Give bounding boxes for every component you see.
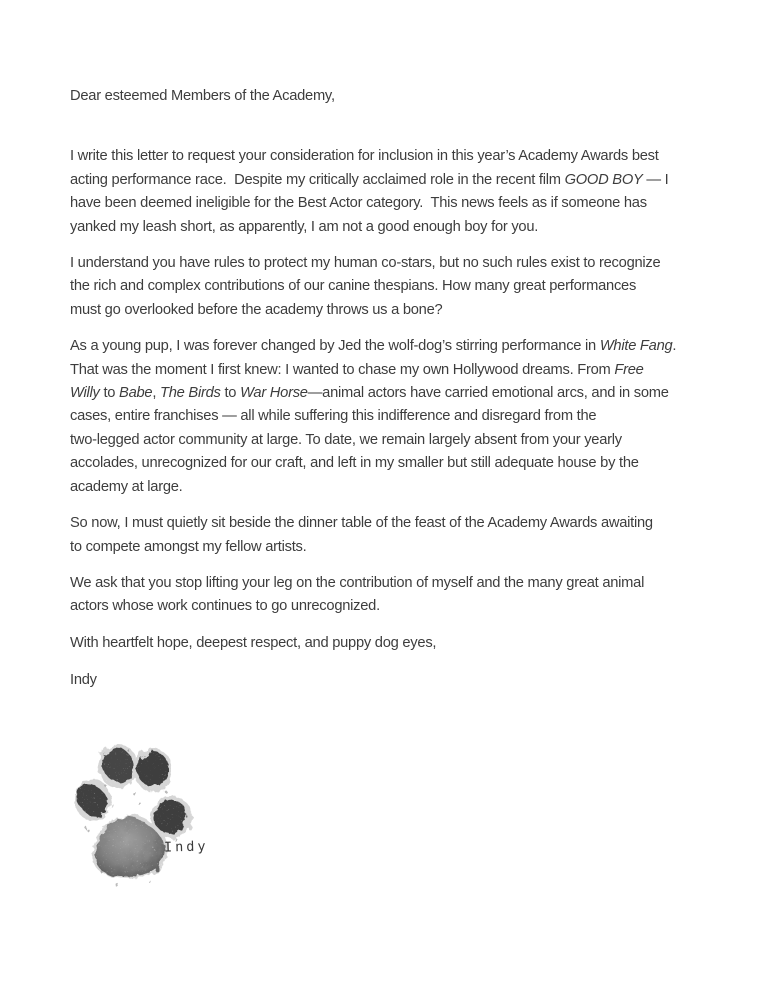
text-line: must go overlooked before the academy throws us a bone? [70, 301, 443, 318]
paragraph [70, 145, 730, 239]
text-line: acting performance race. Despite my critically acclaimed role in the recent film GOOD BOY — I [70, 171, 669, 188]
letter-paragraphs [70, 145, 730, 618]
paw-print-stamp [71, 739, 221, 894]
paw-print-handwritten-name: Indy [163, 837, 209, 856]
text-line: As a young pup, I was forever changed by Jed the wolf-dog’s stirring performance in White Fang. [70, 338, 677, 355]
text-line: cases, entire franchises — all while suffering this indifference and disregard from the [70, 408, 597, 425]
paragraph [70, 252, 730, 322]
text-line: Willy to Babe, The Birds to War Horse—animal actors have carried emotional arcs, and in some [70, 385, 669, 402]
text-line: the rich and complex contributions of our canine thespians. How many great performances [70, 278, 637, 295]
paragraph [70, 572, 730, 619]
signature-name: Indy [70, 672, 97, 689]
text-line: academy at large. [70, 478, 183, 495]
text-line: have been deemed ineligible for the Best Actor category. This news feels as if someone has [70, 195, 647, 212]
text-line: We ask that you stop lifting your leg on the contribution of myself and the many great animal [70, 574, 645, 591]
salutation: Dear esteemed Members of the Academy, [70, 88, 335, 104]
text-line: two-legged actor community at large. To date, we remain largely absent from your yearly [70, 431, 622, 448]
text-line: accolades, unrecognized for our craft, and left in my smaller but still adequate house by the [70, 455, 639, 472]
letter-body [70, 85, 730, 894]
paragraph [70, 512, 730, 559]
text-line: yanked my leash short, as apparently, I am not a good enough boy for you. [70, 218, 539, 235]
text-line: So now, I must quietly sit beside the dinner table of the feast of the Academy Awards awaiting [70, 515, 653, 532]
text-line: That was the moment I first knew: I wanted to chase my own Hollywood dreams. From Free [70, 361, 644, 378]
text-line: I understand you have rules to protect my human co-stars, but no such rules exist to recognize [70, 255, 661, 272]
text-line: I write this letter to request your consideration for inclusion in this year’s Academy Awards best [70, 148, 659, 165]
text-line: actors whose work continues to go unrecognized. [70, 598, 380, 615]
dog-paw-print-icon [71, 739, 221, 894]
text-line: to compete amongst my fellow artists. [70, 538, 307, 555]
closing-line: With heartfelt hope, deepest respect, and puppy dog eyes, [70, 634, 437, 651]
paragraph [70, 335, 730, 499]
